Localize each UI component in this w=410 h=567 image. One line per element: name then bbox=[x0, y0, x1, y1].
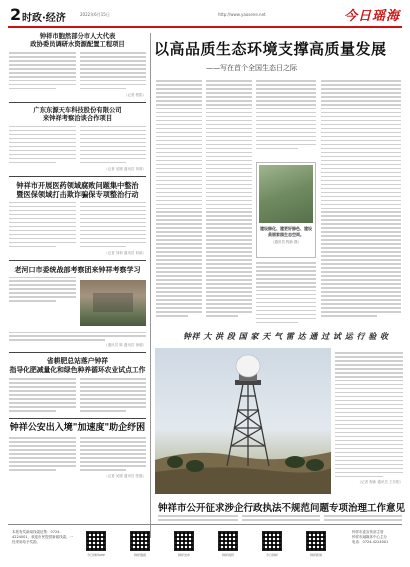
radar-tower-photo bbox=[155, 348, 331, 494]
divider bbox=[9, 176, 146, 177]
headline-fertilizer-station[interactable]: 省耕肥总站落户钟祥 指导化肥减量化和绿色种养循环农业试点工作 bbox=[9, 357, 146, 375]
qr-label: 钟祥发布 bbox=[177, 553, 190, 557]
page-number: 2 bbox=[10, 5, 22, 24]
headline-police-immigration[interactable]: 钟祥公安出入境"加速度"助企纾困 bbox=[9, 423, 146, 434]
bottom-article-col-1 bbox=[158, 515, 238, 523]
byline: （通讯员 陈 通讯员 徐湖） bbox=[104, 343, 146, 348]
divider bbox=[9, 352, 146, 353]
inset-photo-box bbox=[256, 162, 316, 258]
byline: （记者 吴刚 通讯员 刘莉） bbox=[104, 166, 146, 171]
qr-label: 今日钟祥APP bbox=[87, 553, 105, 557]
lead-subheadline: ——写在首个全国生态日之际 bbox=[206, 64, 297, 72]
qr-code[interactable] bbox=[306, 531, 326, 551]
bottom-headline[interactable]: 钟祥市公开征求涉企行政执法不规范问题专项治理工作意见 bbox=[158, 503, 406, 514]
photo-credit: （记者 程新 通讯员 王东阳） bbox=[357, 479, 403, 484]
header-rule bbox=[8, 26, 402, 28]
divider bbox=[9, 102, 146, 103]
qr-label: 钟祥视听 bbox=[221, 553, 234, 557]
page-footer bbox=[8, 524, 402, 562]
website-url[interactable]: http://www.yaosene.net bbox=[218, 12, 266, 17]
qr-label: 今日钟祥 bbox=[265, 553, 278, 557]
article-body bbox=[9, 437, 146, 473]
photo-story-text bbox=[335, 352, 403, 485]
byline: （记者 吴刚 通讯员 张磊） bbox=[104, 474, 146, 479]
headline-tianche-tech[interactable]: 广东东源天车科技股份有限公司 来钟祥考察洽谈合作项目 bbox=[33, 106, 122, 122]
article-body bbox=[9, 126, 146, 166]
qr-label: 钟祥微视 bbox=[133, 553, 146, 557]
left-news-column bbox=[9, 33, 146, 479]
inset-credit: （通讯员 程新 摄） bbox=[270, 240, 302, 244]
inset-caption: 建设绿化、建更好绿色、建设美丽家园生态空间。 bbox=[260, 226, 312, 237]
divider bbox=[9, 260, 146, 261]
qr-code[interactable] bbox=[86, 531, 106, 551]
inset-photo bbox=[259, 165, 313, 223]
lead-headline[interactable]: 以高品质生态环境支撑高质量发展 bbox=[154, 40, 387, 58]
article-body bbox=[9, 52, 146, 92]
footer-note: 本报有奖新闻线索征集：0724-4224001，欢迎市民提供新闻线索，一经采用给予奖励。 bbox=[12, 530, 74, 544]
divider bbox=[9, 418, 146, 419]
photo-headline[interactable]: 钟祥 大 洪 段 国 家 天 气 雷 达 通 过 试 运 行 验 收 bbox=[183, 331, 389, 341]
byline: （记者 程铭） bbox=[123, 92, 146, 97]
headline-medical-rectification[interactable]: 钟祥市开展医药领域腐败问题集中整治 暨医保领域打击欺诈骗保专项整治行动 bbox=[16, 180, 139, 199]
article-body bbox=[9, 332, 146, 342]
lead-article-col-4 bbox=[321, 80, 401, 319]
lead-article-col-3 bbox=[256, 80, 316, 152]
masthead-logo: 今日瑶海 bbox=[343, 9, 400, 24]
section-title: 时政·经济 bbox=[22, 13, 66, 24]
bottom-article-col-2 bbox=[242, 515, 320, 523]
article-body bbox=[9, 378, 146, 414]
article-body bbox=[9, 277, 146, 329]
lead-story-header bbox=[154, 38, 402, 73]
qr-code[interactable] bbox=[262, 531, 282, 551]
lead-article-col-3b bbox=[256, 262, 316, 326]
publisher-info: 钟祥市委宣传部主管 钟祥市融媒体中心主办 电话：0724-4224001 bbox=[352, 530, 389, 544]
news-photo bbox=[80, 280, 147, 326]
byline: （记者 刘莉 通讯员 何斌） bbox=[104, 250, 146, 255]
article-body bbox=[9, 202, 146, 250]
column-rule bbox=[150, 33, 151, 538]
issue-date: 2022年6月15日 bbox=[80, 12, 110, 17]
page-header bbox=[8, 6, 402, 24]
qr-label: 钟祥新闻 bbox=[309, 553, 322, 557]
bottom-article-col-3 bbox=[324, 515, 402, 523]
headline-water-project[interactable]: 钟祥市胞然部分市人大代表 政协委员调研水资源配置工程项目 bbox=[30, 33, 125, 48]
headline-laohekou-visit[interactable]: 老河口市委统战部考察团来钟祥考察学习 bbox=[14, 264, 141, 274]
qr-code[interactable] bbox=[130, 531, 150, 551]
lead-article-col-1 bbox=[156, 80, 202, 319]
qr-code[interactable] bbox=[218, 531, 238, 551]
qr-code[interactable] bbox=[174, 531, 194, 551]
lead-article-col-2 bbox=[206, 80, 252, 319]
